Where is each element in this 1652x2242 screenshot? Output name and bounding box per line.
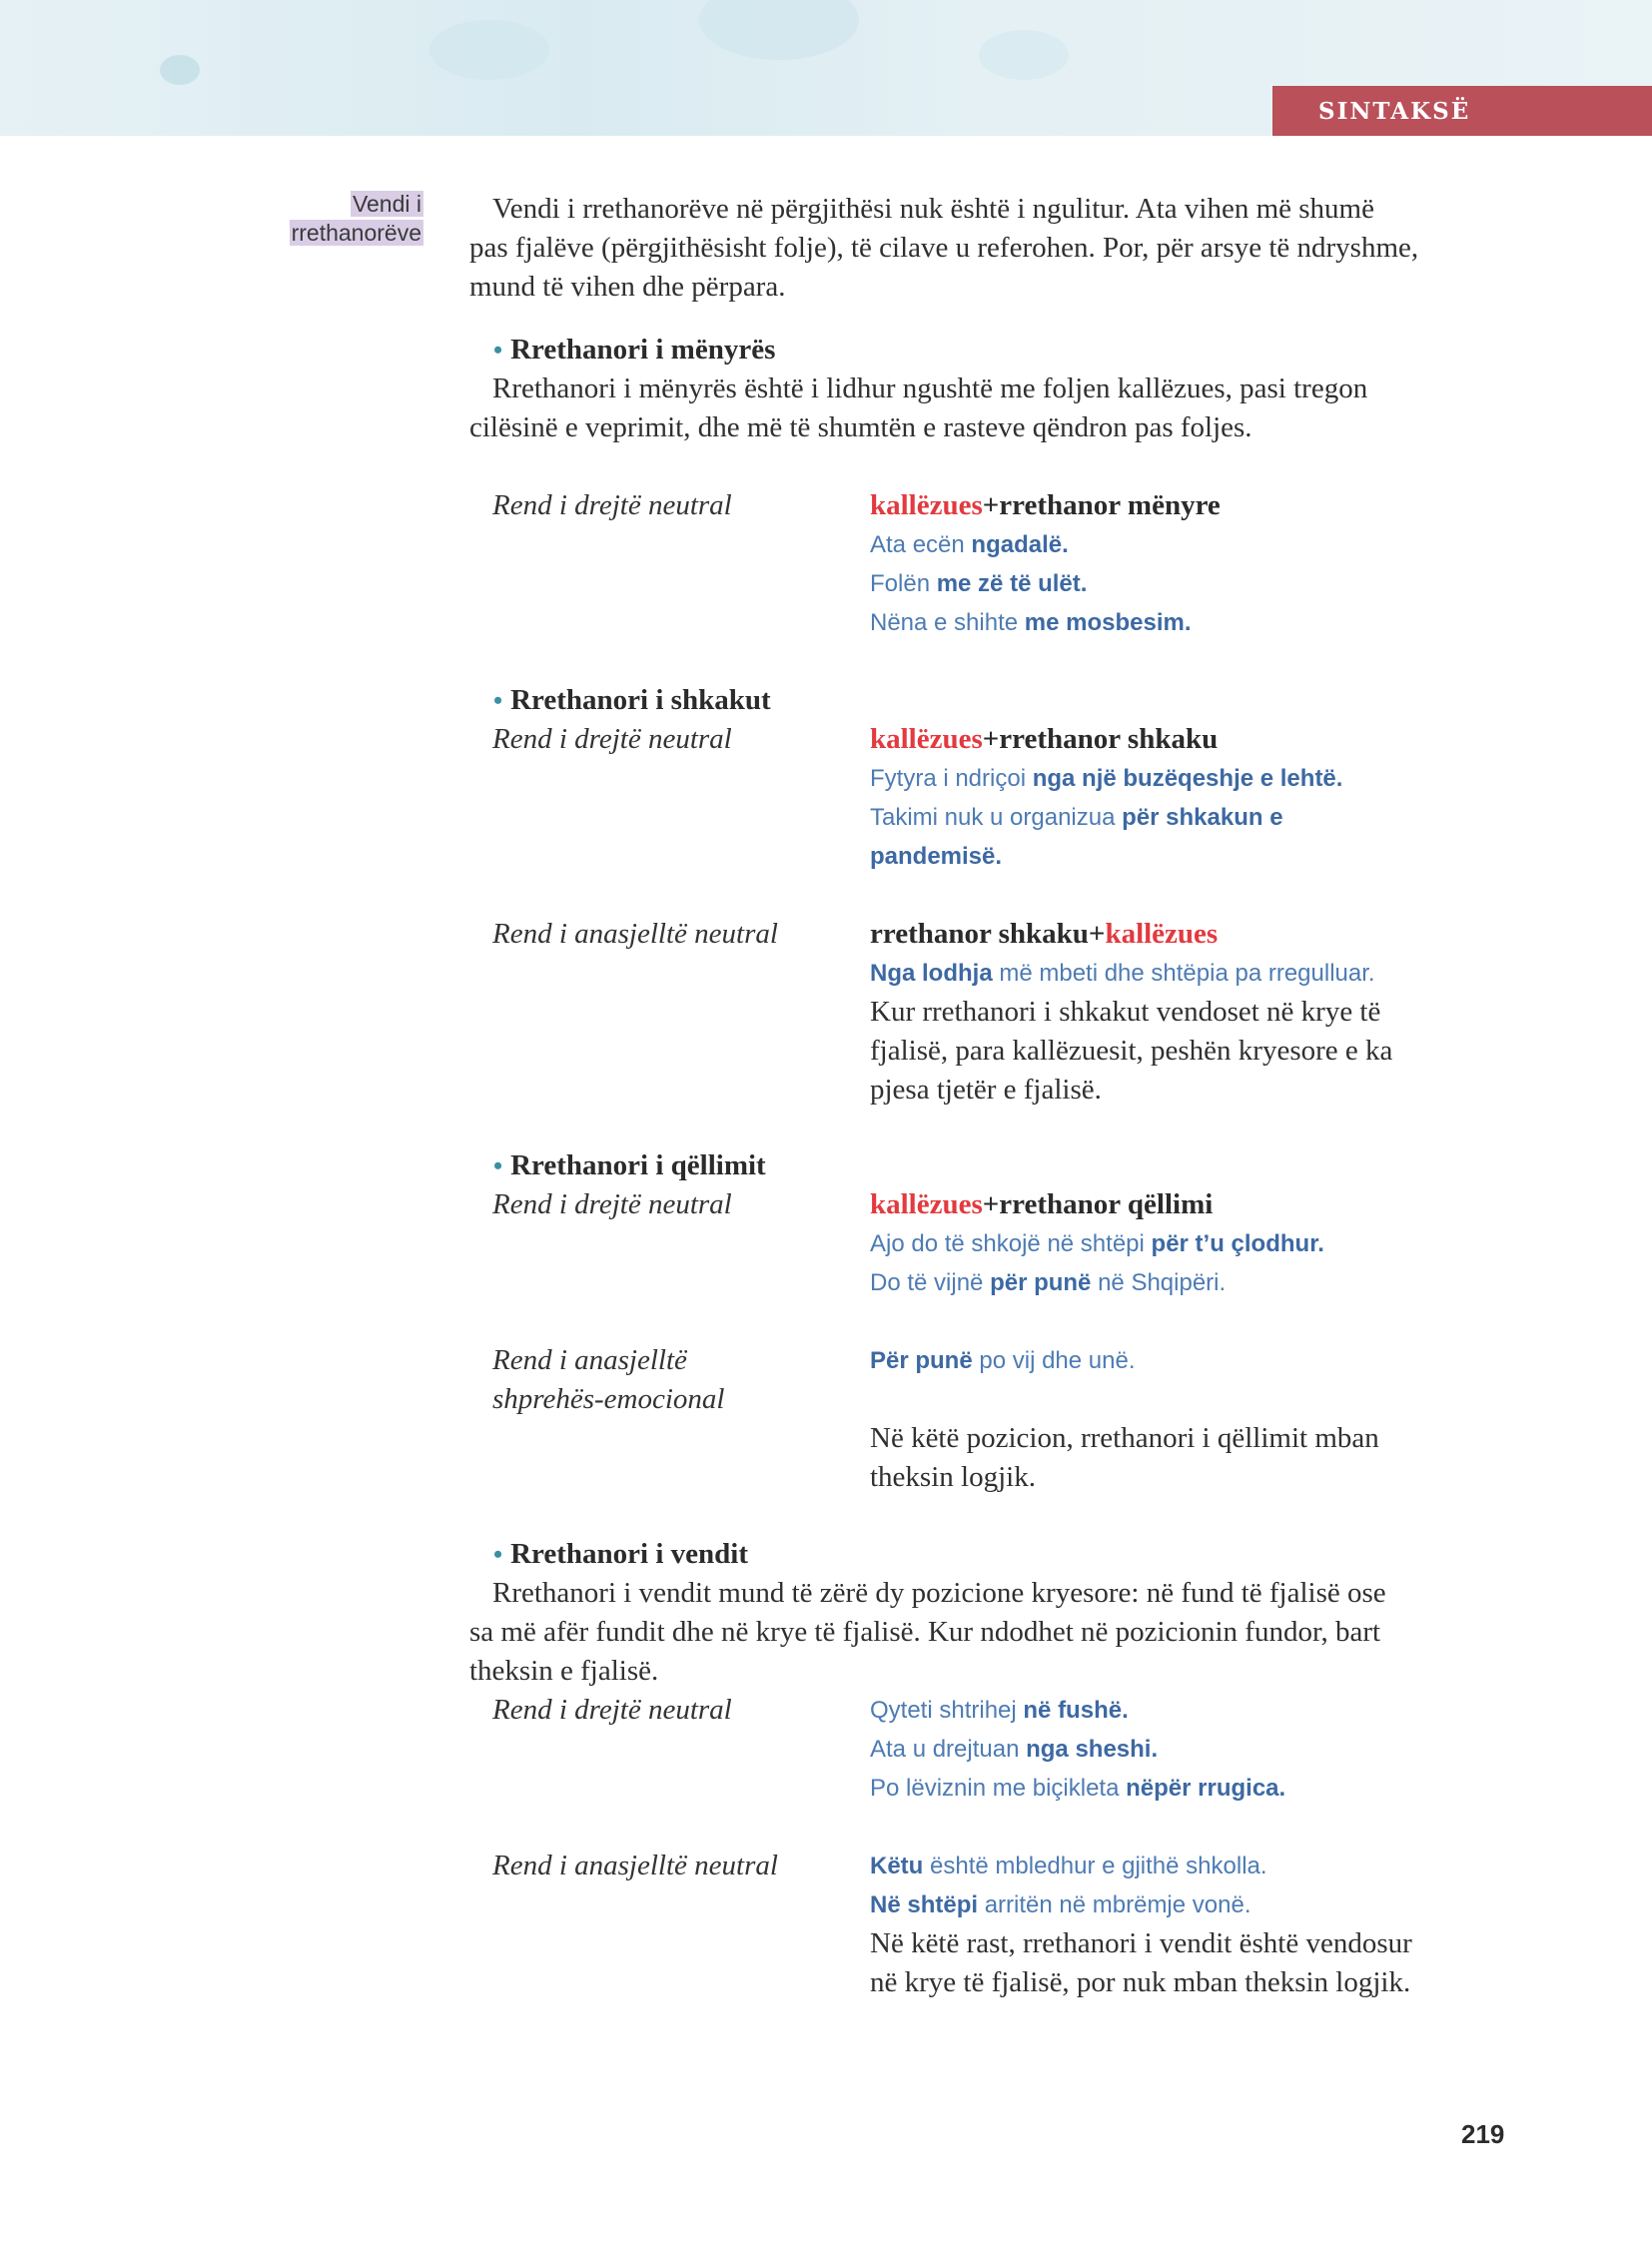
example-sentence [870, 603, 1192, 642]
heading-rrethanori-menyres [493, 331, 775, 370]
order-label [492, 1341, 724, 1419]
example-highlight: Në shtëpi [870, 1891, 979, 1918]
side-label-line: Vendi i [352, 191, 421, 217]
example-sentence [870, 1263, 1226, 1302]
text-line: mund të vihen dhe përpara. [469, 271, 786, 303]
text-line: theksin e fjalisë. [469, 1655, 659, 1687]
formula-predicate: kallëzues [870, 723, 983, 755]
order-label: Rend i drejtë neutral [492, 1694, 732, 1726]
example-sentence [870, 1847, 1267, 1885]
text-line: Vendi i rrethanorëve në përgjithësi nuk është i ngulitur. Ata vihen më shumë [492, 193, 1374, 225]
example-text: Ajo do të shkojë në shtëpi [870, 1230, 1152, 1257]
section-tag: SINTAKSË [1272, 86, 1652, 136]
text-line: Kur rrethanori i shkakut vendoset në krye të [870, 996, 1381, 1028]
text-line: në krye të fjalisë, por nuk mban theksin logjik. [870, 1966, 1411, 1998]
side-margin-label [290, 190, 423, 248]
text-line: Në këtë pozicion, rrethanori i qëllimit mban [870, 1422, 1379, 1454]
label-line: shprehës-emocional [492, 1383, 725, 1415]
formula-predicate: kallëzues [870, 1188, 983, 1220]
example-sentence [870, 1769, 1285, 1808]
example-highlight: Për punë [870, 1347, 973, 1374]
text-line: sa më afër fundit dhe në krye të fjalisë. Kur ndodhet në pozicionin fundor, bart [469, 1616, 1381, 1648]
paragraph-menyres-cont [469, 408, 1493, 447]
watercolor-splash-decoration [699, 0, 859, 60]
page-number: 219 [1461, 2119, 1505, 2149]
example-sentence [870, 1885, 1251, 1924]
text-line: cilësinë e veprimit, dhe më të shumtën e rasteve qëndron pas foljes. [469, 411, 1252, 443]
order-label: Rend i anasjelltë neutral [492, 1850, 778, 1881]
text-line: Në këtë rast, rrethanori i vendit është vendosur [870, 1927, 1412, 1959]
heading-text: Rrethanori i shkakut [510, 684, 771, 716]
bullet-icon: • [493, 1151, 503, 1180]
paragraph-vendit-cont [469, 1613, 1493, 1691]
example-text: është mbledhur e gjithë shkolla. [923, 1853, 1267, 1879]
example-text: Qyteti shtrihej [870, 1697, 1024, 1724]
example-highlight: me mosbesim. [1024, 609, 1192, 636]
example-text: Ata ecën [870, 531, 972, 558]
example-highlight: Këtu [870, 1853, 924, 1879]
formula [870, 486, 1221, 525]
paragraph-menyres [469, 370, 1493, 408]
example-text: më mbeti dhe shtëpia pa rregulluar. [992, 960, 1375, 987]
text-line: Rrethanori i mënyrës është i lidhur ngushtë me foljen kallëzues, pasi tregon [492, 373, 1368, 404]
text-line: pjesa tjetër e fjalisë. [870, 1074, 1102, 1106]
order-label: Rend i anasjelltë neutral [492, 918, 778, 950]
header-banner [0, 0, 1652, 136]
example-sentence [870, 798, 1283, 837]
example-highlight: Nga lodhja [870, 960, 993, 987]
heading-rrethanori-vendit [493, 1535, 748, 1574]
example-text: Takimi nuk u organizua [870, 804, 1123, 831]
bullet-icon: • [493, 686, 503, 715]
example-highlight: ngadalë. [971, 531, 1069, 558]
text-line: theksin logjik. [870, 1461, 1036, 1493]
example-highlight: për punë [990, 1269, 1092, 1296]
intro-paragraph-cont [469, 229, 1493, 307]
example-highlight: për shkakun e [1122, 804, 1283, 831]
example-text: Ata u drejtuan [870, 1736, 1027, 1763]
example-sentence [870, 564, 1087, 603]
watercolor-splash-decoration [429, 20, 549, 80]
explanatory-note [870, 1419, 1499, 1497]
label-line: Rend i anasjelltë [492, 1344, 687, 1376]
example-text: arritën në mbrëmje vonë. [978, 1891, 1251, 1918]
example-sentence [870, 525, 1069, 564]
example-highlight: nëpër rrugica. [1126, 1775, 1286, 1802]
example-highlight: në fushë. [1023, 1697, 1129, 1724]
intro-paragraph [469, 190, 1493, 229]
example-sentence [870, 759, 1342, 798]
example-sentence [870, 1730, 1158, 1769]
example-text: Folën [870, 570, 937, 597]
heading-text: Rrethanori i vendit [510, 1538, 749, 1570]
text-line: fjalisë, para kallëzuesit, peshën kryesore e ka [870, 1035, 1393, 1067]
side-label-line: rrethanorëve [291, 220, 421, 246]
explanatory-note [870, 1924, 1499, 2002]
heading-text: Rrethanori i mënyrës [510, 334, 776, 366]
formula [870, 1185, 1213, 1224]
formula-predicate: kallëzues [1105, 918, 1219, 950]
text-line: pas fjalëve (përgjithësisht folje), të cilave u referohen. Por, për arsye të ndryshme, [469, 232, 1419, 264]
example-text: Nëna e shihte [870, 609, 1025, 636]
heading-text: Rrethanori i qëllimit [510, 1149, 766, 1181]
example-text: Do të vijnë [870, 1269, 991, 1296]
paragraph-vendit [469, 1574, 1493, 1613]
example-highlight: për t’u çlodhur. [1151, 1230, 1324, 1257]
example-highlight: pandemisë. [870, 843, 1003, 870]
formula-adverbial: rrethanor shkaku+ [870, 918, 1106, 950]
watercolor-splash-decoration [979, 30, 1069, 80]
text-line: Rrethanori i vendit mund të zërë dy pozicione kryesore: në fund të fjalisë ose [492, 1577, 1386, 1609]
formula-predicate: kallëzues [870, 489, 983, 521]
bullet-icon: • [493, 336, 503, 365]
example-text: në Shqipëri. [1091, 1269, 1227, 1296]
formula-adverbial: +rrethanor shkaku [982, 723, 1219, 755]
formula-adverbial: +rrethanor qëllimi [982, 1188, 1214, 1220]
formula [870, 720, 1218, 759]
formula [870, 915, 1218, 954]
watercolor-splash-decoration [160, 55, 200, 85]
order-label: Rend i drejtë neutral [492, 723, 732, 755]
example-highlight: nga sheshi. [1026, 1736, 1159, 1763]
example-sentence [870, 954, 1375, 993]
example-sentence [870, 837, 1002, 876]
heading-rrethanori-qellimit [493, 1146, 766, 1185]
example-text: po vij dhe unë. [972, 1347, 1136, 1374]
example-text: Fytyra i ndriçoi [870, 765, 1033, 792]
order-label: Rend i drejtë neutral [492, 1188, 732, 1220]
example-text: Po lëviznin me biçikleta [870, 1775, 1127, 1802]
bullet-icon: • [493, 1540, 503, 1569]
example-highlight: me zë të ulët. [936, 570, 1088, 597]
example-sentence [870, 1224, 1324, 1263]
explanatory-note [870, 993, 1499, 1110]
order-label: Rend i drejtë neutral [492, 489, 732, 521]
heading-rrethanori-shkakut [493, 681, 771, 720]
formula-adverbial: +rrethanor mënyre [982, 489, 1221, 521]
example-sentence [870, 1341, 1136, 1380]
example-sentence [870, 1691, 1129, 1730]
example-highlight: nga një buzëqeshje e lehtë. [1032, 765, 1343, 792]
